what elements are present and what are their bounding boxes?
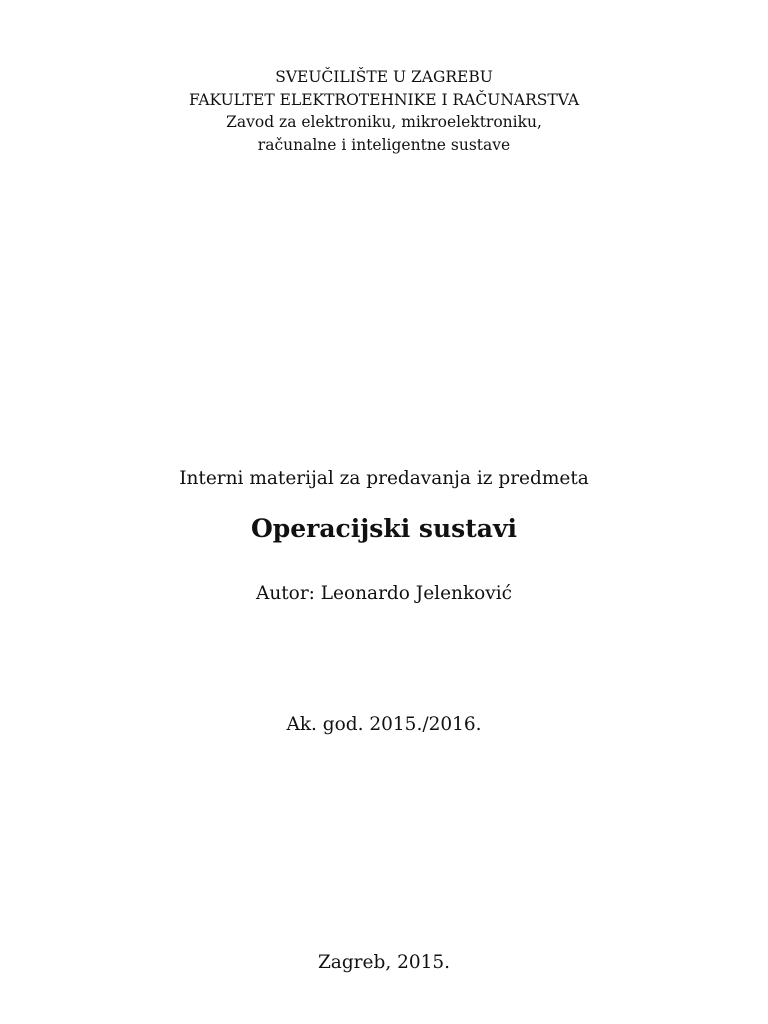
- faculty-name: FAKULTET ELEKTROTEHNIKE I RAČUNARSTVA: [188, 90, 580, 109]
- department-name-line2: računalne i inteligentne sustave: [257, 135, 511, 154]
- university-name: SVEUČILIŠTE U ZAGREBU: [275, 68, 493, 86]
- department-name-line1: Zavod za elektroniku, mikroelektroniku,: [226, 113, 542, 131]
- place-and-date: Zagreb, 2015.: [317, 952, 451, 973]
- document-title: Operacijski sustavi: [251, 514, 517, 543]
- institution-header: [0, 66, 768, 156]
- academic-year: Ak. god. 2015./2016.: [286, 714, 482, 735]
- document-author: Autor: Leonardo Jelenković: [255, 583, 513, 604]
- document-subtitle: Interni materijal za predavanja iz predmeta: [179, 468, 589, 489]
